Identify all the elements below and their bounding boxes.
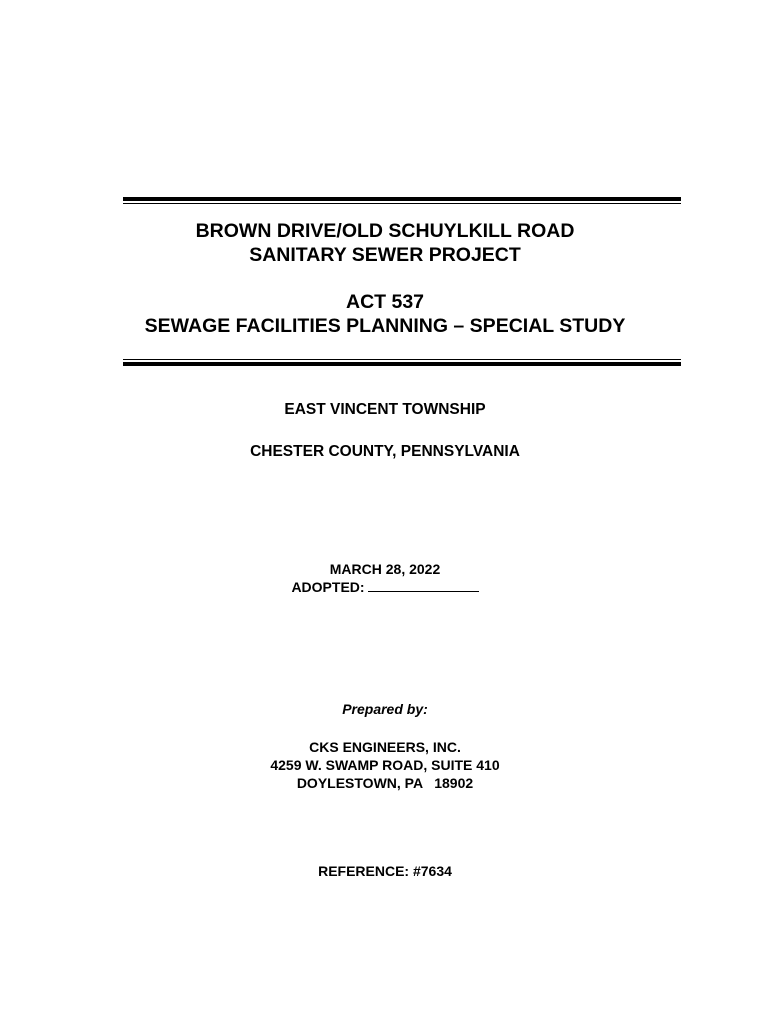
adopted-blank-line xyxy=(368,578,479,592)
top-rule xyxy=(123,197,681,205)
adopted-row xyxy=(0,578,770,597)
title-line-1: BROWN DRIVE/OLD SCHUYLKILL ROAD xyxy=(195,220,575,242)
county-name: CHESTER COUNTY, PENNSYLVANIA xyxy=(250,443,520,460)
title-line-2: SANITARY SEWER PROJECT xyxy=(249,244,521,266)
title-line-3: ACT 537 xyxy=(345,291,425,313)
title-line-4: SEWAGE FACILITIES PLANNING – SPECIAL STUDY xyxy=(144,315,626,337)
document-date: MARCH 28, 2022 xyxy=(329,561,441,577)
reference-number: REFERENCE: #7634 xyxy=(318,863,452,879)
township-name: EAST VINCENT TOWNSHIP xyxy=(284,401,486,418)
preparer-address-2: DOYLESTOWN, PA 18902 xyxy=(296,775,474,791)
preparer-company: CKS ENGINEERS, INC. xyxy=(309,739,461,755)
adopted-label: ADOPTED: xyxy=(291,579,365,595)
bottom-rule xyxy=(123,359,681,367)
prepared-by-label: Prepared by: xyxy=(342,701,428,717)
preparer-address-1: 4259 W. SWAMP ROAD, SUITE 410 xyxy=(270,757,500,773)
